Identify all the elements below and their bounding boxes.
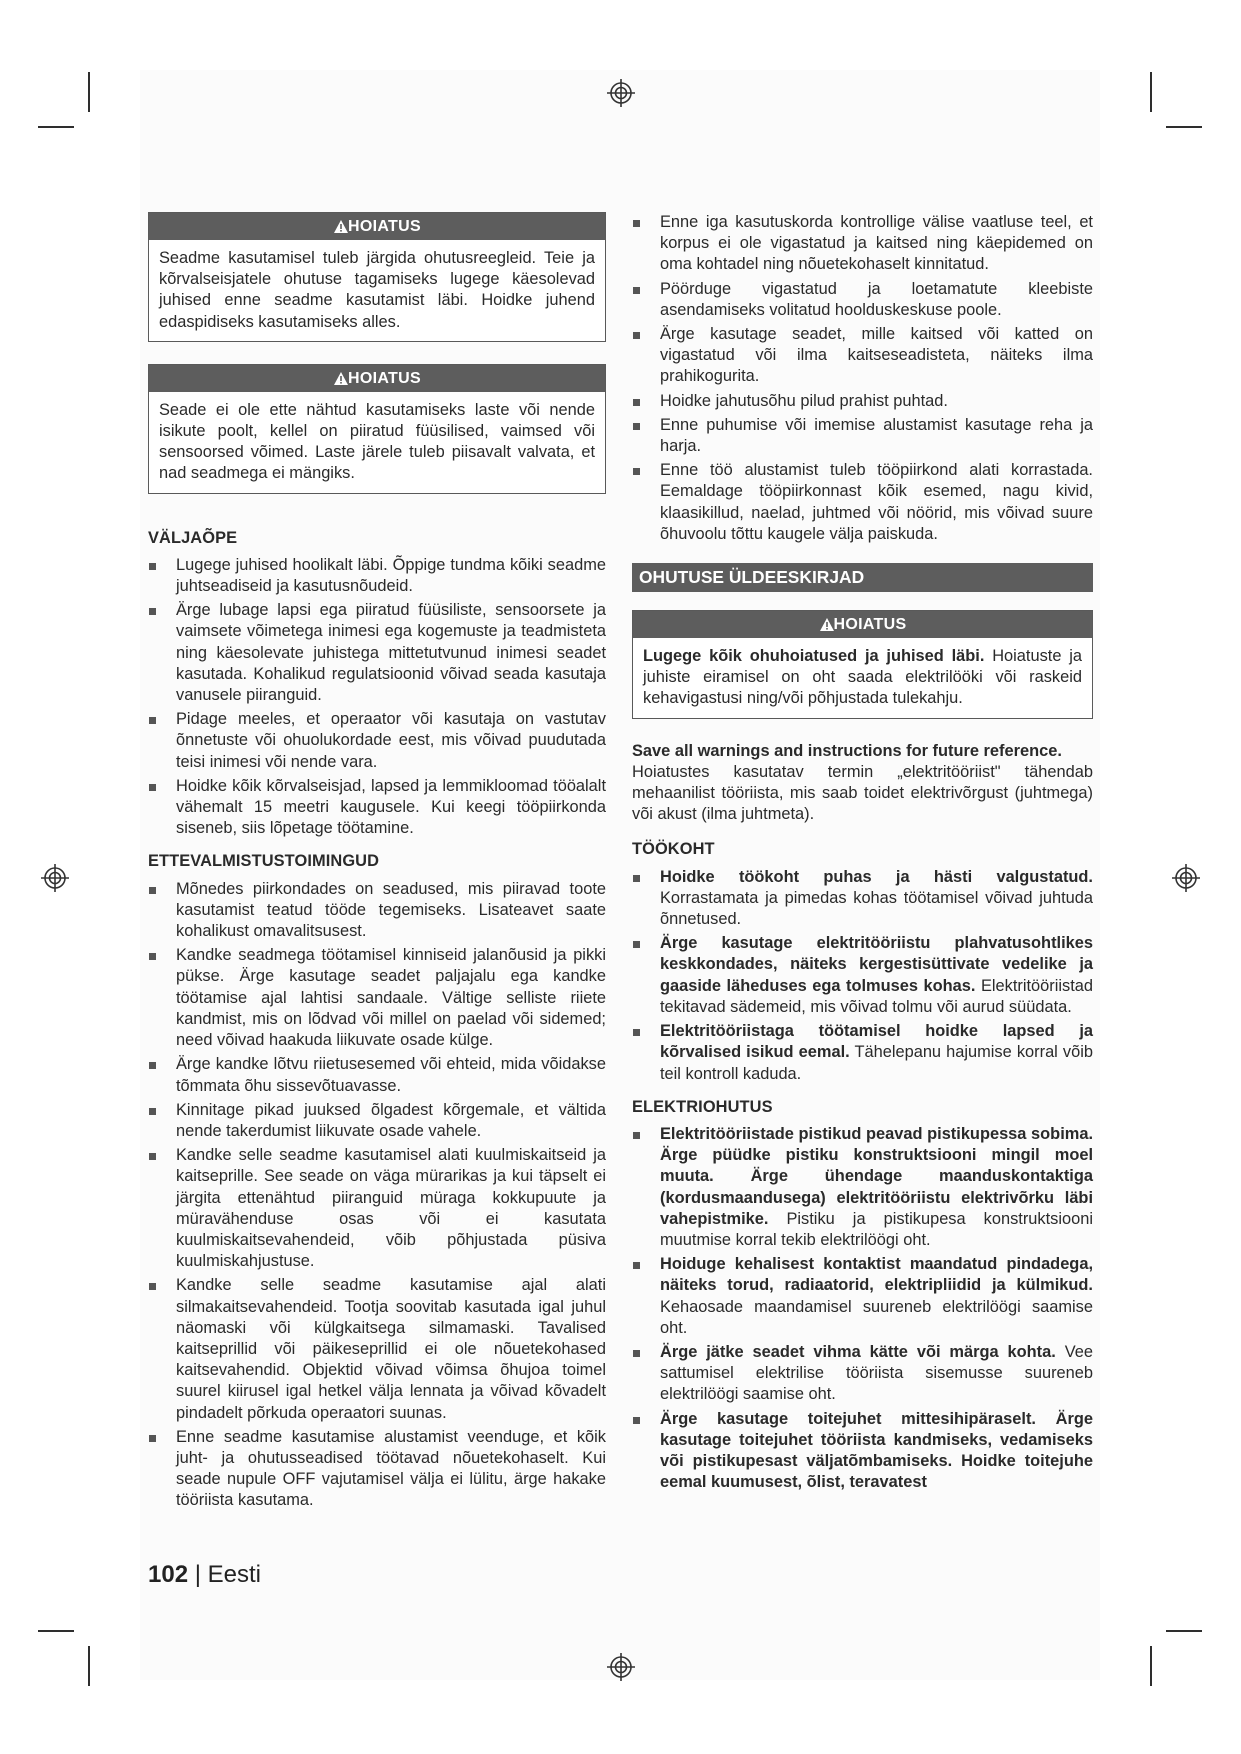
list-item: Elektritööriistade pistikud peavad pistikupessa sobima. Ärge püüdke pistiku konstruktsiooni mingil moel muuta. Ärge ühendage maanduskontaktiga (kordusmaandusega) elektritööriistu elektrivõrku läbi vahepistmike. Pistiku ja pistikupesa konstruktsiooni muutmise korral tekib elektrilöögi oht. [632, 1124, 1093, 1251]
section-heading-preparation: ETTEVALMISTUSTOIMINGUD [148, 852, 380, 871]
warning-box [148, 364, 606, 494]
section-heading-training: VÄLJAÕPE [148, 528, 238, 547]
warning-text: Seade ei ole ette nähtud kasutamiseks laste või nende isikute poolt, kellel on piiratud füüsilised, vaimsed või sensoorsed võimed. Laste järele tuleb piisavalt valvata, et nad seadmega ei mängiks. [159, 400, 595, 483]
list-item: Ärge kandke lõtvu riietusesemed või ehteid, mida võidakse tõmmata õhu sissevõtuavasse. [148, 1054, 606, 1096]
list-item: Enne iga kasutuskorda kontrollige välise vaatluse teel, et korpus ei ole vigastatud ja kaitsed ning käepidemed on oma kohtadel ning nõuetekohaselt kinnitatud. [632, 212, 1093, 276]
warning-header: HOIATUS [149, 213, 605, 240]
warning-header: HOIATUS [149, 365, 605, 392]
crop-mark [1166, 1630, 1202, 1632]
save-instructions-line: Save all warnings and instructions for future reference. [632, 741, 1062, 760]
warning-triangle-icon [333, 371, 349, 386]
list-item: Pöörduge vigastatud ja loetamatute kleebiste asendamiseks volitatud hoolduskeskuse poole. [632, 279, 1093, 321]
electrical-list [632, 1124, 1093, 1493]
training-list [148, 555, 606, 840]
warning-box [632, 610, 1093, 719]
warning-text: Lugege kõik ohuhoiatused ja juhised läbi. Hoiatuste ja juhiste eiramisel on oht saada elektrilööki või raskeid kehavigastusi ning/või põhjustada tulekahju. [643, 647, 1083, 708]
list-item: Mõnedes piirkondades on seadused, mis piiravad toote kasutamist teatud tööde tegemiseks. Lisateavet saate kohalikust omavalitsusest. [148, 879, 606, 943]
crop-mark [1166, 126, 1202, 128]
section-title-band: OHUTUSE ÜLDEESKIRJAD [632, 563, 1093, 592]
page-number: 102 [148, 1561, 189, 1588]
list-item: Hoidke töökoht puhas ja hästi valgustatud. Korrastamata ja pimedas kohas töötamisel võivad juhtuda õnnetused. [632, 867, 1093, 931]
crop-mark [88, 72, 90, 112]
list-item: Pidage meeles, et operaator või kasutaja on vastutav õnnetuste või ohuolukordade eest, mis võivad puudutada teisi inimesi või nende vara. [148, 709, 606, 773]
list-item: Enne seadme kasutamise alustamist veenduge, et kõik juht- ja ohutusseadised töötavad nõuetekohaselt. Kui seade nupule OFF vajutamisel välja ei lülitu, ärge hakake tööriista kasutama. [148, 1427, 606, 1512]
warning-header: HOIATUS [633, 611, 1092, 638]
crop-mark [1150, 72, 1152, 112]
list-item: Ärge kasutage elektritööriistu plahvatusohtlikes keskkondades, näiteks kergestisüttivate vedelike ja gaaside läheduses ega tolmuses kohas. Elektritööriistad tekitavad sädemeid, mis võivad tolmu või aurud süüdata. [632, 933, 1093, 1018]
preparation-list [148, 879, 606, 1512]
left-column [148, 212, 606, 1515]
crop-mark [1150, 1646, 1152, 1686]
warning-box [148, 212, 606, 342]
list-item: Lugege juhised hoolikalt läbi. Õppige tundma kõiki seadme juhtseadiseid ja kasutusnõudeid. [148, 555, 606, 597]
crop-mark [38, 126, 74, 128]
footer-separator: | [188, 1561, 208, 1588]
inspection-list [632, 212, 1093, 545]
list-item: Kandke selle seadme kasutamisel alati kuulmiskaitseid ja kaitseprille. See seade on väga mürarikas ja kui täpselt ei järgita ettenähtud piiranguid müraga kokkupuute ja müravähenduse osas või ei kasutata kuulmiskaitsevahendeid, võib põhjustada püsiva kuulmiskahjustuse. [148, 1145, 606, 1272]
list-item: Ärge lubage lapsi ega piiratud füüsiliste, sensoorsete ja vaimsete võimetega inimesi ega kogemuste ja teadmisteta ning käesolevate juhistega mittetutvunud inimesi seadet kasutada. Kohalikud regulatsioonid võivad seada kasutaja vanusele piiranguid. [148, 600, 606, 706]
list-item: Kinnitage pikad juuksed õlgadest kõrgemale, et vältida nende takerdumist liikuvate osade vahele. [148, 1100, 606, 1142]
list-item: Hoiduge kehalisest kontaktist maandatud pindadega, näiteks torud, radiaatorid, elektripliidid ja külmikud. Kehaosade maandamisel suureneb elektrilöögi saamise oht. [632, 1254, 1093, 1339]
list-item: Kandke seadmega töötamisel kinniseid jalanõusid ja pikki pükse. Ärge kasutage seadet paljajalu ega kandke töötamise ajal lahtisi sandaale. Vältige selliste riiete kandmist, mis on lõdvad või millel on paelad või sidemed; need võivad haakuda liikuvate osade külge. [148, 945, 606, 1051]
warning-triangle-icon [819, 617, 835, 632]
list-item: Ärge jätke seadet vihma kätte või märga kohta. Vee sattumisel elektrilise tööriista sisemusse suureneb elektrilöögi saamise oht. [632, 1342, 1093, 1406]
crop-mark [88, 1646, 90, 1686]
section-heading-workplace: TÖÖKOHT [632, 840, 715, 859]
list-item: Hoidke jahutusõhu pilud prahist puhtad. [632, 391, 1093, 412]
term-definition: Hoiatustes kasutatav termin „elektritööriist" tähendab mehaanilist tööriista, mis saab toidet elektrivõrgust (juhtmega) või akust (ilma juhtmeta). [632, 762, 1093, 824]
registration-mark-icon [606, 1652, 636, 1682]
list-item: Elektritööriistaga töötamisel hoidke lapsed ja kõrvalised isikud eemal. Tähelepanu hajumise korral võib teil kontroll kaduda. [632, 1021, 1093, 1085]
workplace-list [632, 867, 1093, 1085]
section-heading-electrical: ELEKTRIOHUTUS [632, 1097, 773, 1116]
registration-mark-icon [1171, 863, 1201, 893]
registration-mark-icon [606, 78, 636, 108]
list-item: Hoidke kõik kõrvalseisjad, lapsed ja lemmikloomad tööalalt vähemalt 15 meetri kaugusele. Kui keegi tööpiirkonda siseneb, siis lõpetage töötamine. [148, 776, 606, 840]
footer-language: Eesti [207, 1561, 261, 1588]
warning-text: Seadme kasutamisel tuleb järgida ohutusreegleid. Teie ja kõrvalseisjatele ohutuse tagamiseks lugege käesolevad juhised enne seadme kasutamist läbi. Hoidke juhend edaspidiseks kasutamiseks alles. [159, 249, 595, 331]
right-column [632, 212, 1093, 1496]
crop-mark [38, 1630, 74, 1632]
page-footer [148, 1560, 261, 1590]
list-item: Ärge kasutage toitejuhet mittesihipäraselt. Ärge kasutage toitejuhet tööriista kandmiseks, vedamiseks või pistikupesast väljatõmbamiseks. Hoidke toitejuhe eemal kuumusest, õlist, teravatest [632, 1409, 1093, 1494]
list-item: Kandke selle seadme kasutamise ajal alati silmakaitsevahendeid. Tootja soovitab kasutada igal juhul näomaski või külgkaitsega silmamaski. Tavalised kaitseprillid või päikeseprillid ei ole nõuetekohased kaitsevahendid. Objektid võivad võimsa õhujoa toimel suurel kiirusel igal hetkel välja lennata ja võivad kõvadelt pindadelt põrkuda operaatori suunas. [148, 1275, 606, 1423]
list-item: Ärge kasutage seadet, mille kaitsed või katted on vigastatud või ilma kaitseseadisteta, näiteks ilma prahikogurita. [632, 324, 1093, 388]
registration-mark-icon [40, 863, 70, 893]
list-item: Enne töö alustamist tuleb tööpiirkond alati korrastada. Eemaldage tööpiirkonnast kõik esemed, nagu kivid, klaasikillud, naelad, juhtmed või nöörid, mis võivad suure õhuvoolu tõttu kaugele välja paiskuda. [632, 460, 1093, 545]
warning-triangle-icon [333, 219, 349, 234]
list-item: Enne puhumise või imemise alustamist kasutage reha ja harja. [632, 415, 1093, 457]
